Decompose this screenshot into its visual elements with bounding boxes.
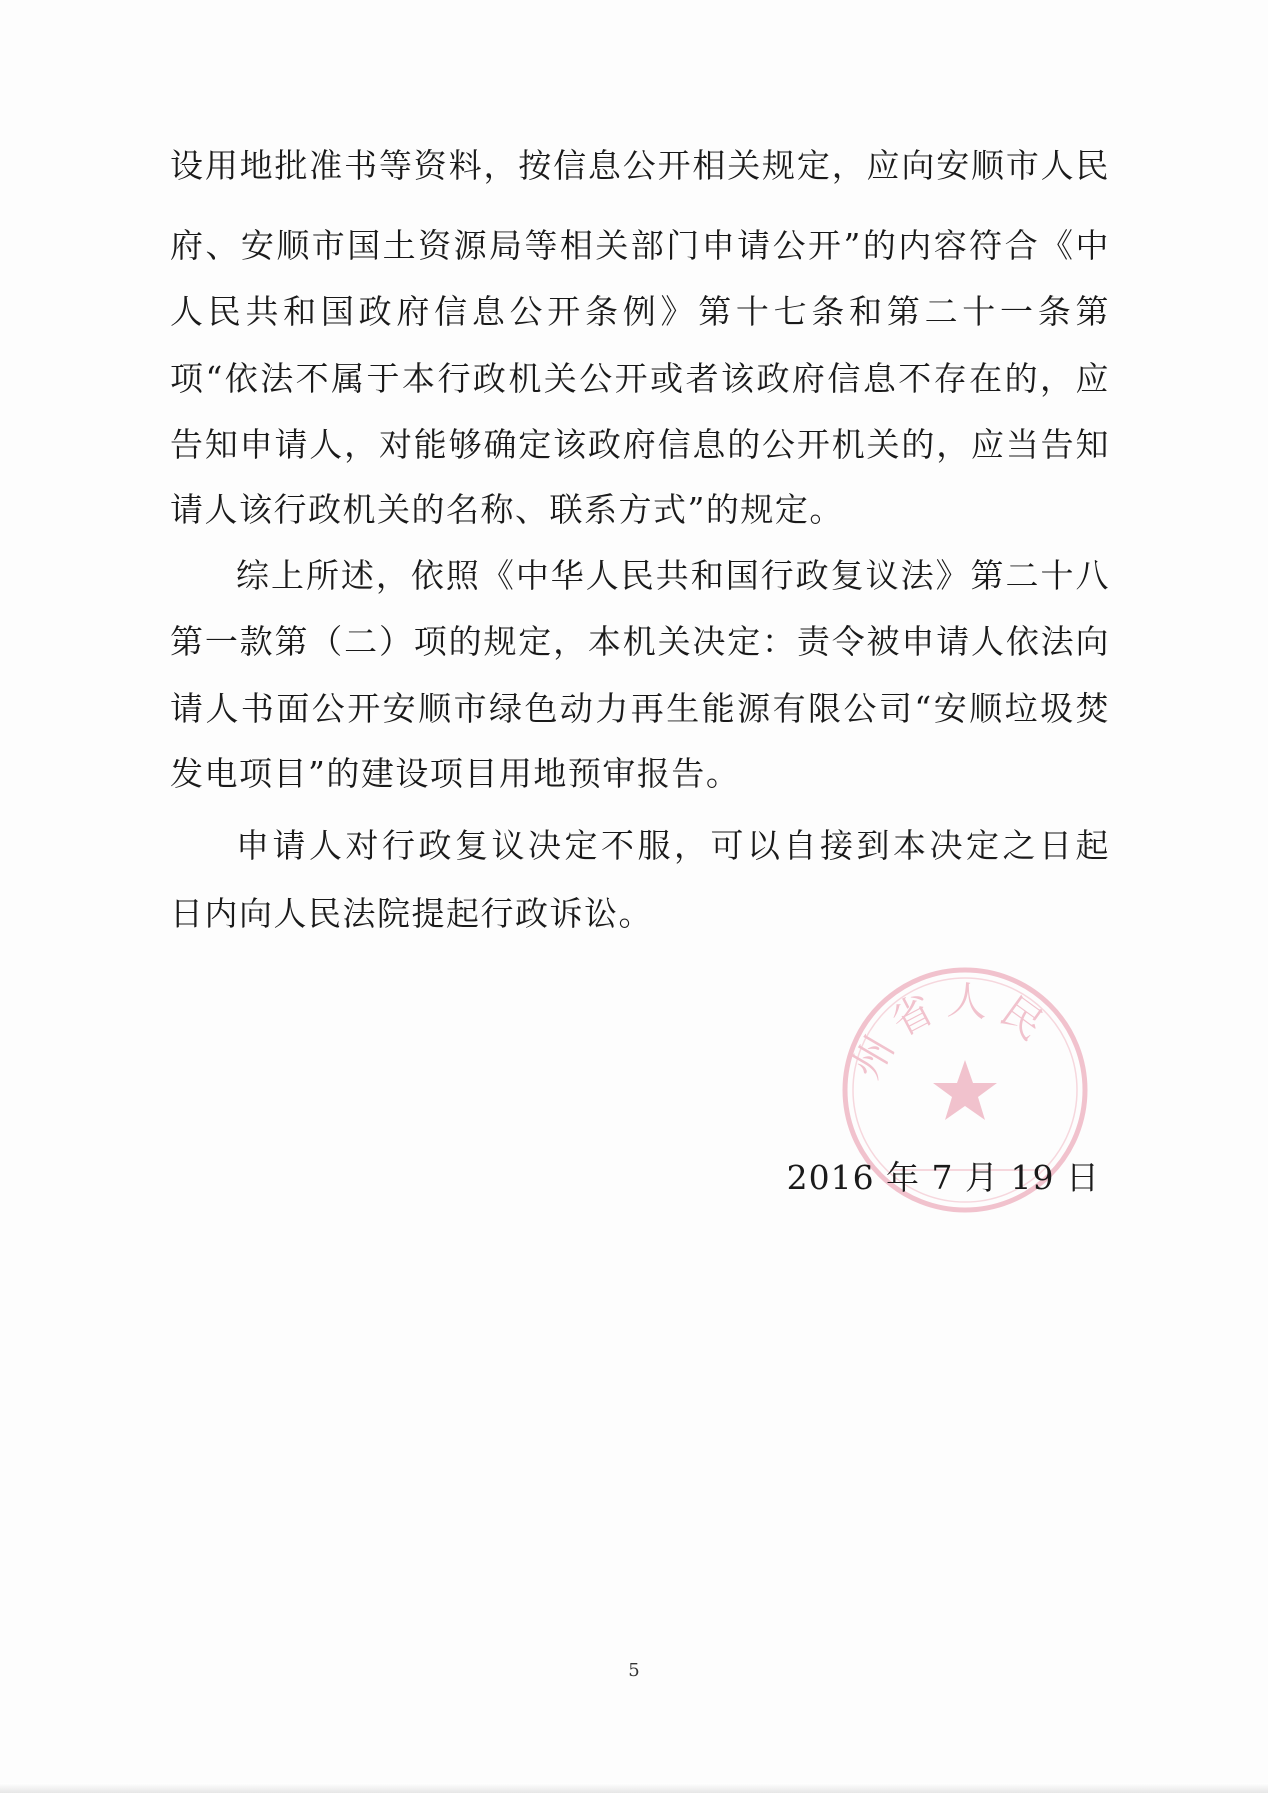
- paragraph-line: 项“依法不属于本行政机关公开或者该政府信息不存在的，应: [170, 359, 1110, 398]
- svg-text:州省人民: [844, 978, 1060, 1087]
- scan-edge: [0, 1783, 1268, 1793]
- paragraph-line: 请人书面公开安顺市绿色动力再生能源有限公司“安顺垃圾焚: [170, 689, 1110, 728]
- paragraph-line: 人民共和国政府信息公开条例》第十七条和第二十一条第: [170, 292, 1110, 331]
- paragraph-line: 请人该行政机关的名称、联系方式”的规定。: [170, 490, 844, 529]
- paragraph-line: 设用地批准书等资料，按信息公开相关规定，应向安顺市人民: [170, 146, 1110, 185]
- paragraph-line: 申请人对行政复议决定不服，可以自接到本决定之日起: [236, 826, 1110, 865]
- seal-text: 州省人民: [843, 977, 1060, 1087]
- page-number: 5: [628, 1660, 640, 1681]
- paragraph-line: 第一款第（二）项的规定，本机关决定：责令被申请人依法向: [170, 622, 1110, 661]
- document-date: 2016 年 7 月 19 日: [786, 1158, 1100, 1197]
- paragraph-line: 综上所述，依照《中华人民共和国行政复议法》第二十八: [236, 556, 1110, 595]
- paragraph-line: 告知申请人，对能够确定该政府信息的公开机关的，应当告知: [170, 425, 1110, 464]
- paragraph-line: 府、安顺市国土资源局等相关部门申请公开”的内容符合《中: [170, 226, 1110, 265]
- paragraph-line: 日内向人民法院提起行政诉讼。: [170, 894, 653, 933]
- paragraph-line: 发电项目”的建设项目用地预审报告。: [170, 754, 741, 793]
